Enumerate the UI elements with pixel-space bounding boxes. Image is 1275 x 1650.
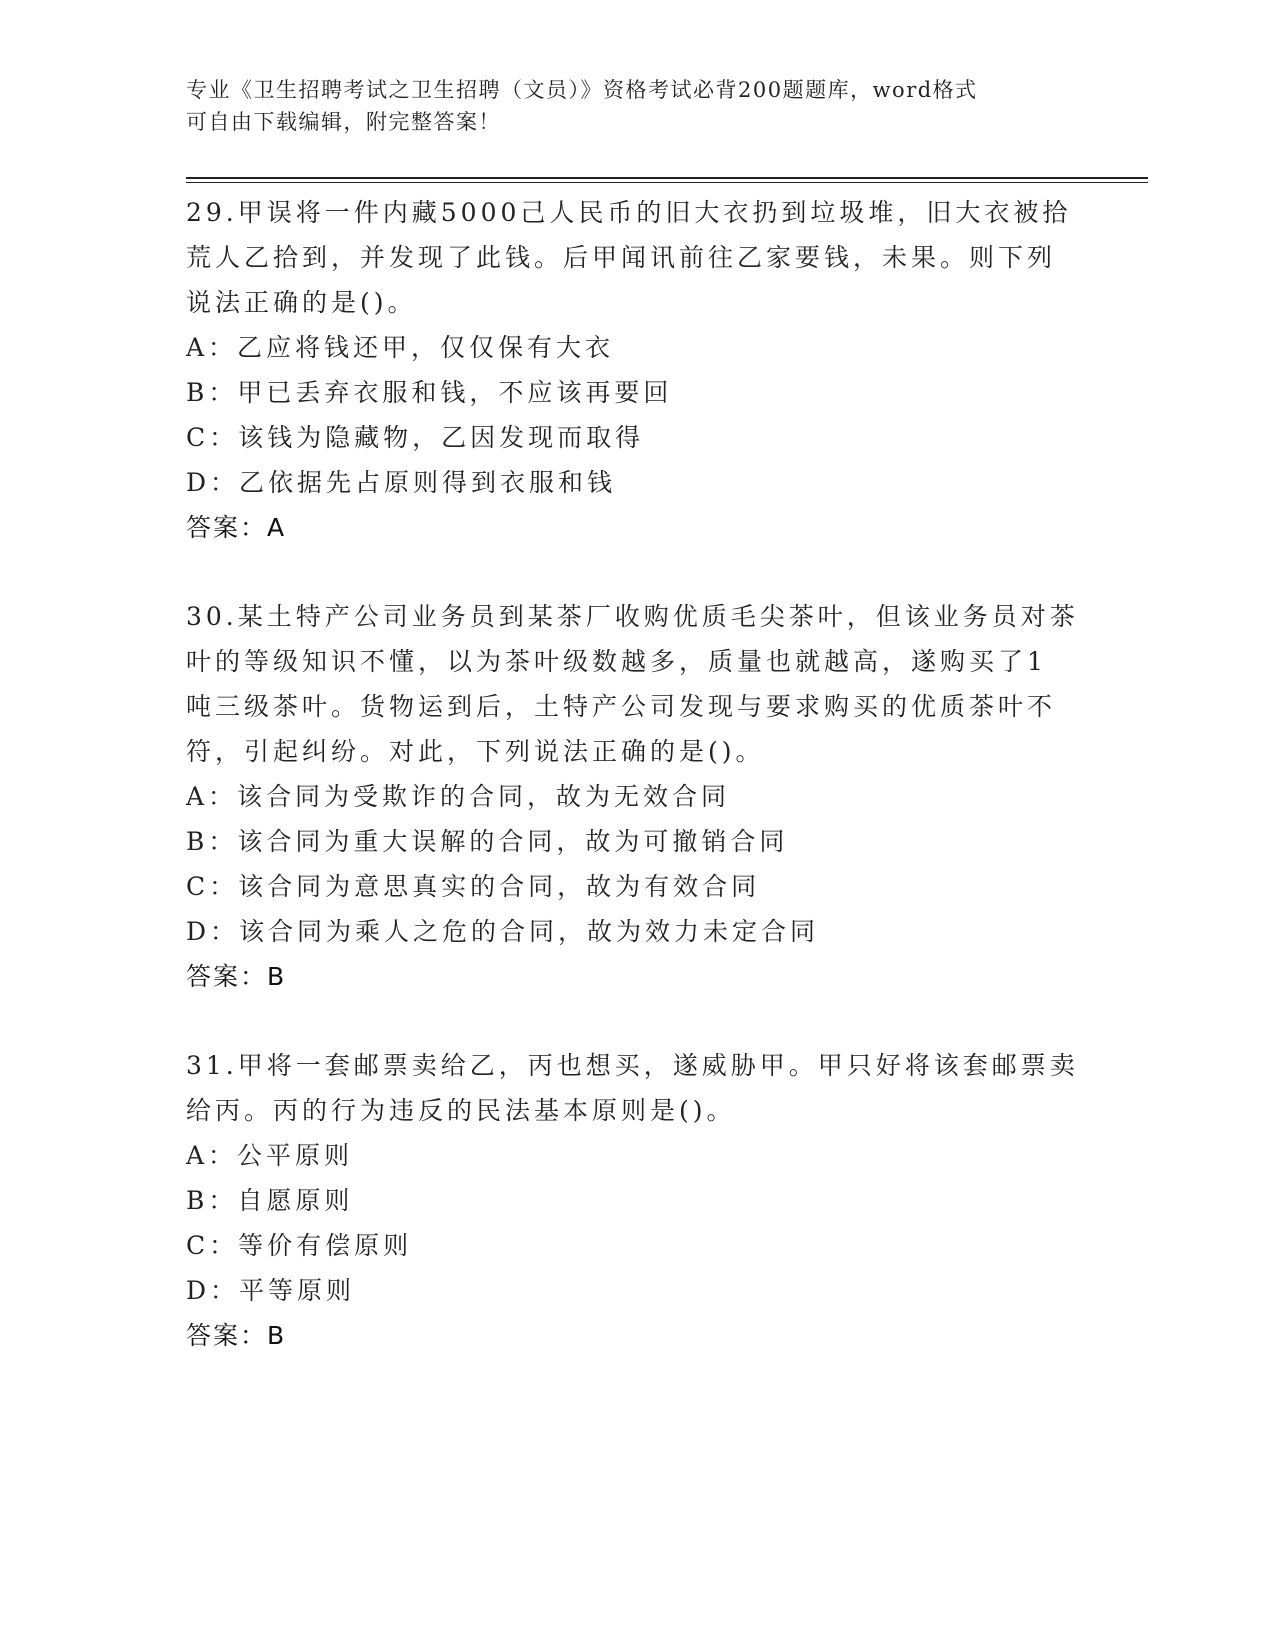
question-stem-line: 说法正确的是()。 <box>186 288 417 317</box>
option-a: A：公平原则 <box>186 1141 354 1170</box>
header-line-2: 可自由下载编辑，附完整答案！ <box>186 110 501 134</box>
option-d: D：该合同为乘人之危的合同，故为效力未定合同 <box>186 917 820 946</box>
question-31 <box>186 1043 1086 1358</box>
question-list <box>186 190 1086 1402</box>
option-c: C：该钱为隐藏物，乙因发现而取得 <box>186 423 645 452</box>
option-d: D：乙依据先占原则得到衣服和钱 <box>186 468 617 497</box>
option-c: C：等价有偿原则 <box>186 1231 413 1260</box>
question-stem-line: 30.某土特产公司业务员到某茶厂收购优质毛尖茶叶，但该业务员对茶 <box>186 602 1079 631</box>
question-stem-line: 31.甲将一套邮票卖给乙，丙也想买，遂威胁甲。甲只好将该套邮票卖 <box>186 1051 1079 1080</box>
document-header <box>186 74 1086 138</box>
option-c: C：该合同为意思真实的合同，故为有效合同 <box>186 872 761 901</box>
question-stem-line: 荒人乙拾到，并发现了此钱。后甲闻讯前往乙家要钱，未果。则下列 <box>186 243 1057 272</box>
header-line-1: 专业《卫生招聘考试之卫生招聘（文员）》资格考试必背200题题库，word格式 <box>186 78 978 102</box>
answer-label: 答案：B <box>186 1321 287 1350</box>
question-stem-line: 吨三级茶叶。货物运到后，土特产公司发现与要求购买的优质茶叶不 <box>186 692 1057 721</box>
header-divider-thin <box>186 182 1148 183</box>
answer-label: 答案：A <box>186 513 287 542</box>
question-stem-line: 叶的等级知识不懂，以为茶叶级数越多，质量也就越高，遂购买了1 <box>186 647 1047 676</box>
question-stem-line: 29.甲误将一件内藏5000己人民币的旧大衣扔到垃圾堆，旧大衣被拾 <box>186 198 1072 227</box>
option-a: A：该合同为受欺诈的合同，故为无效合同 <box>186 782 731 811</box>
question-29 <box>186 190 1086 550</box>
answer-label: 答案：B <box>186 962 287 991</box>
option-b: B：甲已丢弃衣服和钱，不应该再要回 <box>186 378 673 407</box>
option-b: B：该合同为重大误解的合同，故为可撤销合同 <box>186 827 789 856</box>
option-d: D：平等原则 <box>186 1276 356 1305</box>
question-stem-line: 符，引起纠纷。对此，下列说法正确的是()。 <box>186 737 765 766</box>
header-divider-thick <box>186 177 1148 179</box>
option-a: A：乙应将钱还甲，仅仅保有大衣 <box>186 333 615 362</box>
question-stem-line: 给丙。丙的行为违反的民法基本原则是()。 <box>186 1096 736 1125</box>
question-30 <box>186 594 1086 999</box>
option-b: B：自愿原则 <box>186 1186 354 1215</box>
